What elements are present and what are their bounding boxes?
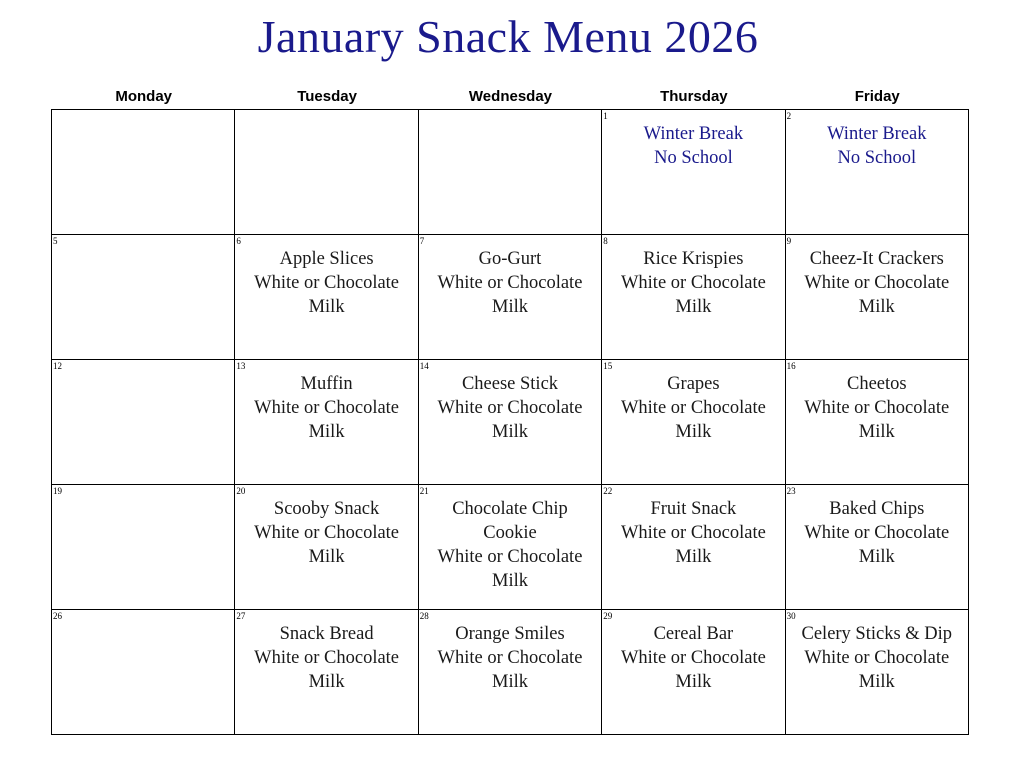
snack-line: Milk [675, 547, 712, 567]
snack-entry [421, 372, 599, 444]
snack-line: Winter Break [643, 124, 744, 144]
snack-line: Apple Slices [279, 249, 374, 269]
day-number: 30 [786, 611, 796, 621]
snack-line: White or Chocolate [437, 398, 583, 418]
snack-line: White or Chocolate [254, 648, 400, 668]
snack-line: White or Chocolate [804, 523, 950, 543]
day-number: 9 [786, 236, 792, 246]
snack-line: White or Chocolate [254, 523, 400, 543]
snack-entry [421, 622, 599, 694]
snack-entry [421, 497, 599, 593]
snack-line: Cheetos [846, 374, 907, 394]
day-number: 20 [236, 486, 246, 496]
snack-line: Chocolate Chip [452, 499, 568, 519]
snack-line: Milk [492, 571, 528, 591]
calendar-day-cell [52, 485, 235, 610]
day-number: 19 [53, 486, 62, 496]
snack-line: No School [837, 148, 917, 168]
snack-entry [604, 497, 782, 569]
snack-entry [604, 122, 782, 170]
day-number: 26 [53, 611, 62, 621]
snack-line: Orange Smiles [455, 624, 565, 644]
calendar-day-cell [52, 610, 235, 735]
day-number: 14 [419, 361, 429, 371]
snack-entry [788, 372, 966, 444]
calendar-day-cell [419, 360, 602, 485]
snack-line: Milk [492, 297, 528, 317]
page-title: January Snack Menu 2026 [257, 11, 759, 62]
calendar-day-cell [52, 110, 235, 235]
weekday-header-row [52, 88, 969, 105]
snack-line: White or Chocolate [620, 273, 766, 293]
snack-entry [604, 372, 782, 444]
day-number: 29 [603, 611, 613, 621]
snack-line: Rice Krispies [643, 249, 744, 269]
snack-line: Milk [675, 422, 712, 442]
day-number: 13 [236, 361, 246, 371]
weekday-header: Thursday [660, 88, 728, 105]
snack-entry [237, 497, 415, 569]
snack-entry [237, 622, 415, 694]
snack-line: Cheese Stick [461, 374, 559, 394]
calendar-day-cell [235, 610, 418, 735]
snack-entry [788, 497, 966, 569]
calendar-day-cell [235, 485, 418, 610]
snack-entry [237, 247, 415, 319]
snack-entry [237, 372, 415, 444]
snack-line: Milk [308, 672, 345, 692]
snack-line: White or Chocolate [437, 547, 583, 567]
weekday-header: Monday [115, 88, 173, 105]
snack-line: White or Chocolate [620, 523, 766, 543]
day-number: 27 [236, 611, 246, 621]
day-number: 2 [786, 111, 792, 121]
snack-line: Milk [492, 422, 528, 442]
calendar-day-cell [52, 235, 235, 360]
snack-line: Cheez-It Crackers [809, 249, 944, 269]
day-number: 16 [786, 361, 796, 371]
calendar-day-cell [602, 610, 785, 735]
snack-entry [421, 247, 599, 319]
calendar-grid [51, 109, 969, 735]
snack-line: Fruit Snack [650, 499, 737, 519]
snack-line: White or Chocolate [437, 273, 583, 293]
snack-line: Cookie [483, 523, 537, 543]
snack-line: Scooby Snack [273, 499, 380, 519]
day-number: 6 [236, 236, 241, 246]
snack-line: Muffin [300, 374, 353, 394]
weekday-header: Friday [854, 88, 900, 105]
snack-line: Milk [492, 672, 528, 692]
snack-line: White or Chocolate [804, 398, 950, 418]
snack-line: Milk [858, 547, 895, 567]
calendar-day-cell [786, 610, 969, 735]
snack-line: White or Chocolate [804, 273, 950, 293]
calendar-day-cell [602, 235, 785, 360]
snack-line: White or Chocolate [437, 648, 583, 668]
snack-entry [788, 622, 966, 694]
day-number: 5 [53, 236, 58, 246]
snack-line: Baked Chips [829, 499, 925, 519]
calendar-day-cell [786, 360, 969, 485]
snack-line: White or Chocolate [254, 273, 400, 293]
day-number: 15 [603, 361, 613, 371]
snack-line: Milk [675, 297, 712, 317]
calendar-day-cell [419, 110, 602, 235]
calendar-day-cell [235, 110, 418, 235]
day-number: 22 [603, 486, 613, 496]
calendar-day-cell [235, 360, 418, 485]
snack-line: Snack Bread [279, 624, 374, 644]
snack-line: Grapes [667, 374, 720, 394]
calendar-day-cell [419, 485, 602, 610]
snack-line: Go-Gurt [478, 249, 542, 269]
calendar-day-cell [602, 360, 785, 485]
calendar-day-cell [786, 485, 969, 610]
snack-line: Celery Sticks & Dip [801, 624, 953, 644]
calendar-day-cell [602, 485, 785, 610]
day-number: 21 [419, 486, 429, 496]
day-number: 12 [53, 361, 62, 371]
day-number: 7 [419, 236, 425, 246]
day-number: 28 [419, 611, 429, 621]
calendar-day-cell [419, 235, 602, 360]
snack-line: White or Chocolate [620, 398, 766, 418]
snack-line: Milk [858, 672, 895, 692]
snack-line: Milk [308, 547, 345, 567]
snack-line: White or Chocolate [254, 398, 400, 418]
snack-line: Milk [675, 672, 712, 692]
snack-line: Milk [308, 297, 345, 317]
snack-entry [604, 622, 782, 694]
snack-entry [604, 247, 782, 319]
day-number: 23 [786, 486, 796, 496]
snack-line: Milk [858, 422, 895, 442]
weekday-header: Wednesday [468, 88, 553, 105]
calendar-day-cell [602, 110, 785, 235]
snack-line: Milk [308, 422, 345, 442]
snack-line: Cereal Bar [653, 624, 734, 644]
calendar-day-cell [786, 110, 969, 235]
snack-entry [788, 247, 966, 319]
day-number: 8 [603, 236, 608, 246]
snack-entry [788, 122, 966, 170]
snack-line: White or Chocolate [804, 648, 950, 668]
day-number: 1 [603, 111, 608, 121]
snack-line: Milk [858, 297, 895, 317]
calendar-day-cell [786, 235, 969, 360]
snack-line: No School [654, 148, 733, 168]
snack-line: Winter Break [827, 124, 927, 144]
calendar-day-cell [235, 235, 418, 360]
snack-line: White or Chocolate [620, 648, 766, 668]
weekday-header: Tuesday [297, 88, 357, 105]
calendar-day-cell [52, 360, 235, 485]
calendar-day-cell [419, 610, 602, 735]
